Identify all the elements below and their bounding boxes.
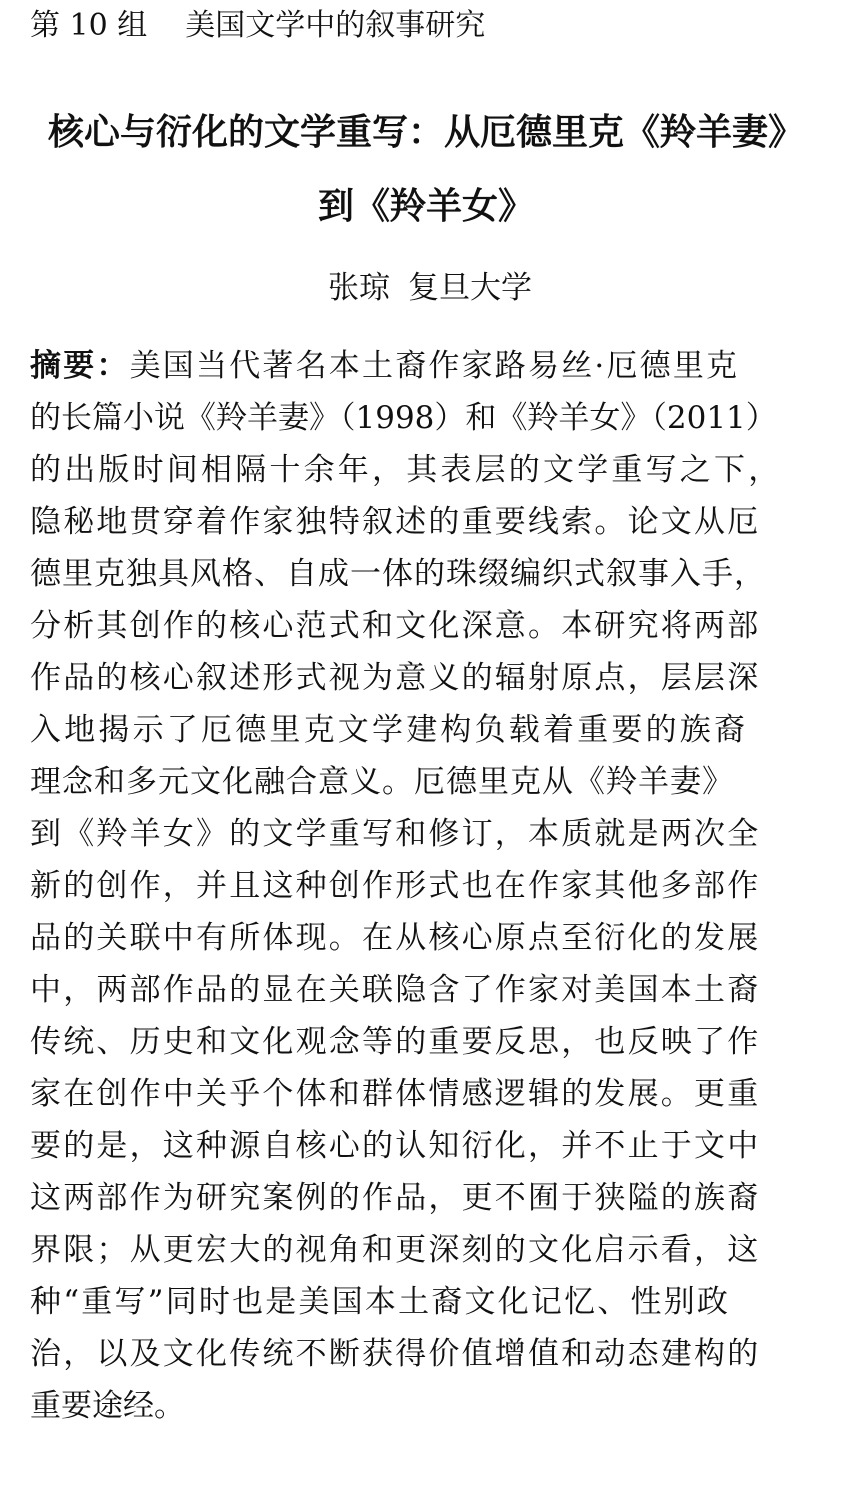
abstract-line: 的出版时间相隔十余年，其表层的文学重写之下， <box>30 452 783 488</box>
author-name: 张琼 <box>328 270 390 306</box>
abstract-line: 这两部作为研究案例的作品，更不囿于狭隘的族裔 <box>30 1180 761 1216</box>
abstract-line: 传统、历史和文化观念等的重要反思，也反映了作 <box>30 1024 761 1060</box>
abstract-line: 入地揭示了厄德里克文学建构负载着重要的族裔 <box>30 712 749 748</box>
abstract-line: 重要途经。 <box>30 1388 185 1424</box>
author-affiliation: 复旦大学 <box>408 270 532 306</box>
paper-title <box>20 96 832 244</box>
abstract-line: 隐秘地贯穿着作家独特叙述的重要线索。论文从厄 <box>30 504 761 540</box>
abstract-line: 中，两部作品的显在关联隐含了作家对美国本土裔 <box>30 972 761 1008</box>
abstract-line: 要的是，这种源自核心的认知衍化，并不止于文中 <box>30 1128 761 1164</box>
abstract-line: 治，以及文化传统不断获得价值增值和动态建构的 <box>30 1336 761 1372</box>
abstract <box>30 340 830 1432</box>
abstract-line: 分析其创作的核心范式和文化深意。本研究将两部 <box>30 608 761 644</box>
abstract-label: 摘要： <box>30 348 130 384</box>
group-number: 第 10 组 <box>30 8 148 43</box>
paper-title-line-2: 到《羚羊女》 <box>317 186 534 227</box>
section-title: 美国文学中的叙事研究 <box>185 8 486 43</box>
abstract-text: 美国当代著名本土裔作家路易丝·厄德里克 <box>129 348 740 384</box>
abstract-line: 品的关联中有所体现。在从核心原点至衍化的发展 <box>30 920 761 956</box>
abstract-line: 的长篇小说《羚羊妻》（1998）和《羚羊女》（2011） <box>30 400 777 436</box>
abstract-line: 界限；从更宏大的视角和更深刻的文化启示看，这 <box>30 1232 761 1268</box>
abstract-line: 家在创作中关乎个体和群体情感逻辑的发展。更重 <box>30 1076 761 1112</box>
author-line <box>0 266 850 310</box>
abstract-line: 作品的核心叙述形式视为意义的辐射原点，层层深 <box>30 660 761 696</box>
abstract-line: 种“重写”同时也是美国本土裔文化记忆、性别政 <box>30 1284 731 1320</box>
abstract-line: 德里克独具风格、自成一体的珠缀编织式叙事入手， <box>30 556 766 592</box>
abstract-line: 新的创作，并且这种创作形式也在作家其他多部作 <box>30 868 761 904</box>
running-header <box>30 6 485 46</box>
abstract-line: 理念和多元文化融合意义。厄德里克从《羚羊妻》 <box>30 764 734 800</box>
abstract-line: 到《羚羊女》的文学重写和修订，本质就是两次全 <box>30 816 761 852</box>
paper-title-line-1: 核心与衍化的文学重写：从厄德里克《羚羊妻》 <box>47 112 804 153</box>
abstract-line <box>30 340 830 392</box>
